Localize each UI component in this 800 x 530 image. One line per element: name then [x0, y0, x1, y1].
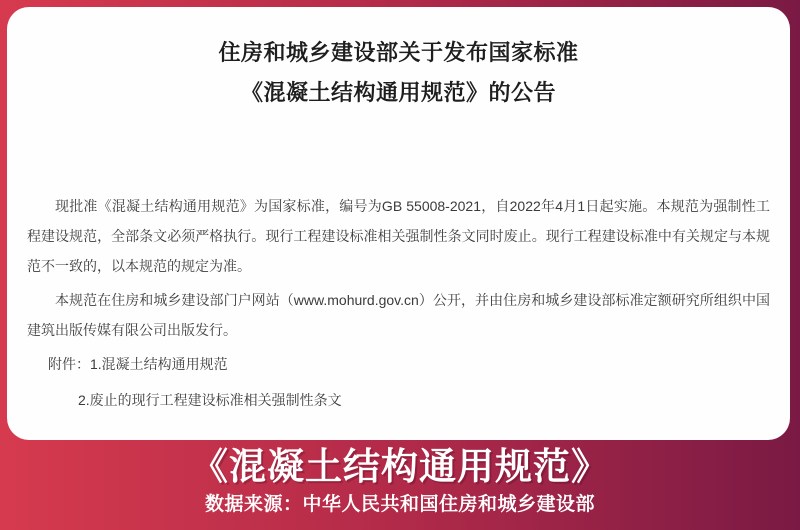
document-paragraph-2: 本规范在住房和城乡建设部门户网站（www.mohurd.gov.cn）公开，并由住房和城乡建设部标准定额研究所组织中国建筑出版传媒有限公司出版发行。 — [27, 292, 770, 338]
document-title-line2: 《混凝土结构通用规范》的公告 — [240, 80, 556, 105]
attachment-item-2 — [78, 385, 770, 415]
bottom-banner — [0, 440, 800, 530]
banner-title: 《混凝土结构通用规范》 — [191, 446, 609, 487]
document-body — [27, 191, 770, 415]
announcement-card — [7, 7, 790, 440]
document-paragraph-1: 现批准《混凝土结构通用规范》为国家标准，编号为GB 55008-2021，自2022年4月1日起实施。本规范为强制性工程建设规范，全部条文必须严格执行。现行工程建设标准相关强制性条文同时废止。现行工程建设标准中有关规定与本规范不一致的，以本规范的规定为准。 — [27, 198, 770, 274]
attachment-item-1-text: 1.混凝土结构通用规范 — [90, 356, 228, 372]
banner-data-source: 数据来源：中华人民共和国住房和城乡建设部 — [204, 494, 595, 515]
document-title — [27, 33, 770, 113]
document-title-line1: 住房和城乡建设部关于发布国家标准 — [218, 40, 579, 65]
attachments-label: 附件： — [48, 356, 90, 372]
attachments-section — [27, 349, 770, 415]
attachment-item-2-text: 2.废止的现行工程建设标准相关强制性条文 — [78, 392, 342, 408]
attachment-item-1 — [48, 349, 770, 379]
